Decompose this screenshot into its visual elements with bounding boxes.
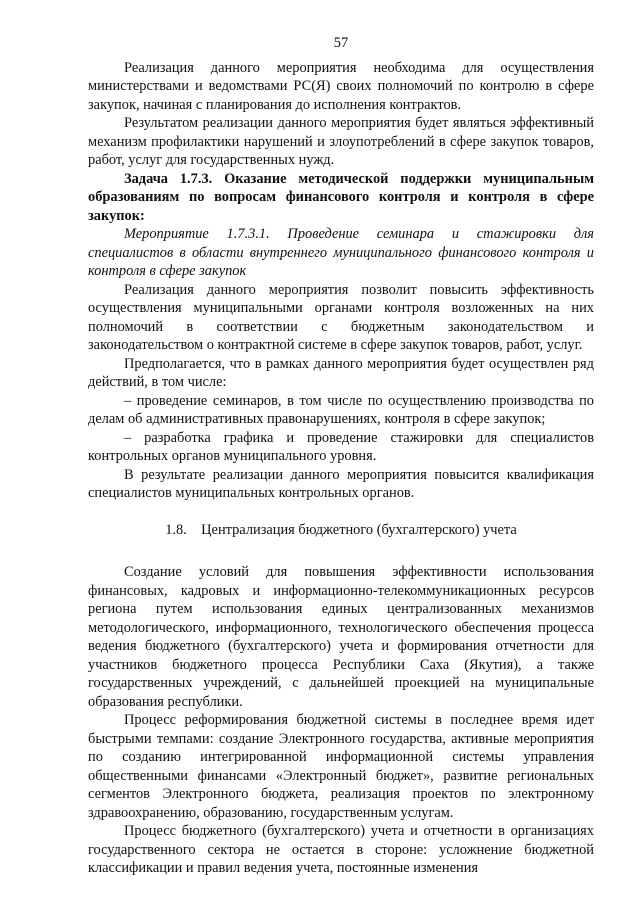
list-item: – разработка графика и проведение стажировки для специалистов контрольных органов муниципального уровня. [88, 429, 594, 464]
paragraph: В результате реализации данного мероприятия повысится квалификация специалистов муниципальных контрольных органов. [88, 466, 594, 501]
paragraph: Процесс реформирования бюджетной системы в последнее время идет быстрыми темпами: создание Электронного государства, активные мероприятия по созданию интегрированной информационной системы управления общественными финансами «Электронный бюджет», развитие региональных сегментов Электронного бюджета, реализация проектов по электронному здравоохранению, образованию, государственным услугам. [88, 712, 594, 821]
paragraph: Реализация данного мероприятия необходима для осуществления министерствами и ведомствами РС(Я) своих полномочий по контролю в сфере закупок, начиная с планирования до исполнения контрактов. [88, 59, 594, 113]
paragraph: Результатом реализации данного мероприятия будет являться эффективный механизм профилактики нарушений и злоупотреблений в сфере закупок товаров, работ, услуг для государственных нужд. [88, 115, 594, 168]
paragraph: Предполагается, что в рамках данного мероприятия будет осуществлен ряд действий, в том числе: [88, 355, 594, 390]
section-heading: 1.8. Централизация бюджетного (бухгалтерского) учета [165, 521, 517, 538]
paragraph: Процесс бюджетного (бухгалтерского) учета и отчетности в организациях государственного сектора не остается в стороне: усложнение бюджетной классификации и правил ведения учета, постоянные изменения [88, 823, 594, 876]
document-page [88, 34, 594, 878]
paragraph: Создание условий для повышения эффективности использования финансовых, кадровых и информационно-телекоммуникационных ресурсов региона путем использования единых централизованных механизмов методологического, информационного, технологического обеспечения процесса ведения бюджетного (бухгалтерского) учета и формирования отчетности для участников бюджетного процесса Республики Саха (Якутия), а также государственных учреждений, с дальнейшей проекцией на муниципальные образования республики. [88, 564, 594, 710]
paragraph: Реализация данного мероприятия позволит повысить эффективность осуществления муниципальными органами контроля возложенных на них полномочий в соответствии с бюджетным законодательством и законодательством о контрактной системе в сфере закупок товаров, работ, услуг. [88, 281, 594, 353]
list-item: – проведение семинаров, в том числе по осуществлению производства по делам об административных правонарушениях, контроля в сфере закупок; [88, 392, 594, 427]
page-number: 57 [333, 35, 349, 51]
task-heading: Задача 1.7.3. Оказание методической поддержки муниципальным образованиям по вопросам финансового контроля и контроля в сфере закупок: [88, 170, 594, 224]
measure-heading: Мероприятие 1.7.3.1. Проведение семинара и стажировки для специалистов в области внутреннего муниципального финансового контроля и контроля в сфере закупок [88, 226, 594, 279]
